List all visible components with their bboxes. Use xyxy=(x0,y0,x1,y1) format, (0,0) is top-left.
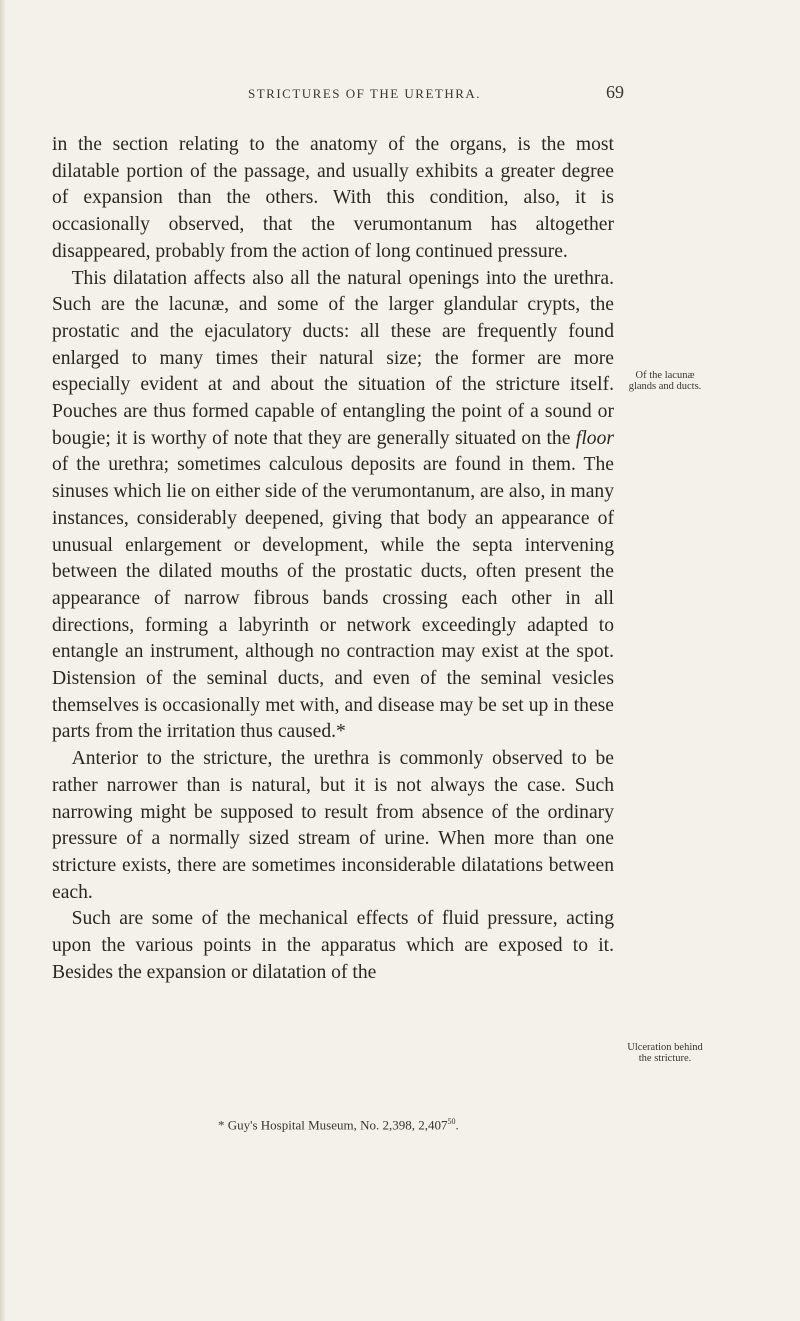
footnote xyxy=(218,1117,459,1133)
paragraph-2-continued: of the urethra; sometimes calculous deposits are found in them. The sinuses which lie on either side of the verumontanum, are also, in many instances, considerably deepened, giving that body an appearance of unusual enlargement or development, while the septa intervening between the dilated mouths of the prostatic ducts, often present the appearance of narrow fibrous bands crossing each other in all directions, forming a labyrinth or network exceedingly adapted to entangle an instrument, although no contraction may exist at the spot. Distension of the seminal ducts, and even of the seminal vesicles themselves is occasionally met with, and disease may be set up in these parts from the irritation thus caused.* xyxy=(52,454,614,743)
page-edge-shadow xyxy=(0,0,6,1321)
footnote-superscript: 50 xyxy=(447,1117,456,1126)
body-text xyxy=(52,132,614,987)
footnote-text: * Guy's Hospital Museum, No. 2,398, 2,407 xyxy=(218,1117,448,1133)
paragraph-4-text: Such are some of the mechanical effects of fluid pressure, acting upon the various points in the apparatus which are exposed to it. Besides the expansion or dilatation of the xyxy=(52,908,614,983)
paragraph-1: in the section relating to the anatomy of the organs, is the most dilatable portion of the passage, and usually exhibits a greater degree of expansion than the others. With this condition, also, it is occasionally observed, that the verumontanum has altogether disappeared, probably from the action of long continued pressure. xyxy=(52,134,614,262)
italic-floor: floor xyxy=(575,427,614,449)
paragraph-4 xyxy=(52,906,614,986)
running-title: STRICTURES OF THE URETHRA. xyxy=(248,86,482,101)
paragraph-2 xyxy=(52,266,614,747)
paragraph-3 xyxy=(52,746,614,906)
margin-note-ulceration: Ulceration behind the stricture. xyxy=(627,1042,703,1064)
paragraph-2-text: This dilatation affects also all the natural openings into the urethra. Such are the lacunæ, and some of the larger glandular crypts, the prostatic and the ejaculatory ducts: all these are frequently found enlarged to many times their natural size; the former are more especially evident at and about the situation of the stricture itself. Pouches are thus formed capable of entangling the point of a sound or bougie; it is worthy of note that they are generally situated on the xyxy=(52,267,614,449)
footnote-end: . xyxy=(455,1117,459,1133)
paragraph-3-text: Anterior to the stricture, the urethra is commonly observed to be rather narrower than is natural, but it is not always the case. Such narrowing might be supposed to result from absence of the ordinary pressure of a normally sized stream of urine. When more than one stricture exists, there are sometimes inconsiderable dilatations between each. xyxy=(52,748,614,903)
margin-note-lacunae: Of the lacunæ glands and ducts. xyxy=(628,370,702,392)
page-number: 69 xyxy=(606,82,624,102)
